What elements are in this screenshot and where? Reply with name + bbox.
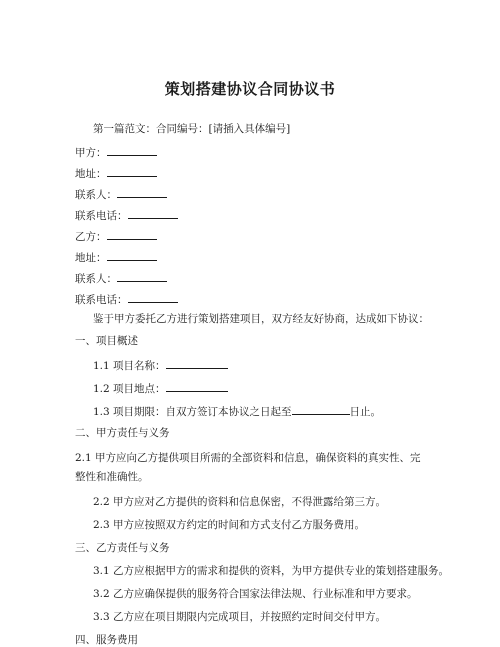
section4-heading: 四、服务费用 — [75, 634, 138, 646]
section2-item1 — [75, 449, 425, 487]
party-b-phone-label: 联系电话： — [75, 294, 128, 306]
project-term-end-text: 日止。 — [349, 406, 382, 418]
party-b-contact-label: 联系人： — [75, 273, 117, 285]
party-a-phone-blank — [128, 207, 178, 219]
section1-item1 — [93, 357, 228, 373]
party-b-phone-blank — [128, 291, 178, 303]
section3-item2: 3.2 乙方应确保提供的服务符合国家法律法规、行业标准和甲方要求。 — [93, 588, 418, 600]
party-b-phone-line — [75, 291, 178, 307]
party-a-address-line — [75, 165, 157, 181]
section3-heading: 三、乙方责任与义务 — [75, 542, 170, 554]
party-a-phone-label: 联系电话： — [75, 210, 128, 222]
party-a-name-label: 甲方： — [75, 147, 107, 159]
party-b-address-line — [75, 249, 157, 265]
section3-item1: 3.1 乙方应根据甲方的需求和提供的资料，为甲方提供专业的策划搭建服务。 — [93, 565, 450, 577]
section1-item3 — [93, 403, 381, 419]
section3-item3: 3.3 乙方应在项目期限内完成项目，并按照约定时间交付甲方。 — [93, 611, 387, 623]
party-b-name-blank — [107, 228, 157, 240]
project-location-blank — [166, 380, 228, 392]
section2-item2: 2.2 甲方应对乙方提供的资料和信息保密，不得泄露给第三方。 — [93, 496, 387, 508]
project-location-label: 1.2 项目地点： — [93, 383, 166, 395]
intro-line: 第一篇范文：合同编号：[请插入具体编号] — [93, 123, 291, 135]
party-a-contact-line — [75, 186, 167, 202]
party-a-name-line — [75, 144, 157, 160]
party-b-contact-blank — [117, 270, 167, 282]
section2-item3: 2.3 甲方应按照双方约定的时间和方式支付乙方服务费用。 — [93, 519, 366, 531]
section1-heading: 一、项目概述 — [75, 335, 138, 347]
section2-item1-text: 2.1 甲方应向乙方提供项目所需的全部资料和信息，确保资料的真实性、完整性和准确性。 — [75, 452, 421, 483]
document-title: 策划搭建协议合同协议书 — [164, 80, 336, 98]
project-name-blank — [166, 357, 228, 369]
party-a-address-label: 地址： — [75, 168, 107, 180]
party-b-name-label: 乙方： — [75, 231, 107, 243]
party-a-contact-blank — [117, 186, 167, 198]
section2-heading: 二、甲方责任与义务 — [75, 427, 170, 439]
project-term-blank — [292, 403, 350, 415]
party-b-contact-line — [75, 270, 167, 286]
party-a-address-blank — [107, 165, 157, 177]
party-b-address-label: 地址： — [75, 252, 107, 264]
party-a-contact-label: 联系人： — [75, 189, 117, 201]
party-a-name-blank — [107, 144, 157, 156]
party-b-address-blank — [107, 249, 157, 261]
preamble: 鉴于甲方委托乙方进行策划搭建项目，双方经友好协商，达成如下协议： — [93, 313, 429, 325]
section1-item2 — [93, 380, 228, 396]
party-b-name-line — [75, 228, 157, 244]
project-name-label: 1.1 项目名称： — [93, 360, 166, 372]
party-a-phone-line — [75, 207, 178, 223]
project-term-text: 1.3 项目期限：自双方签订本协议之日起至 — [93, 406, 292, 418]
